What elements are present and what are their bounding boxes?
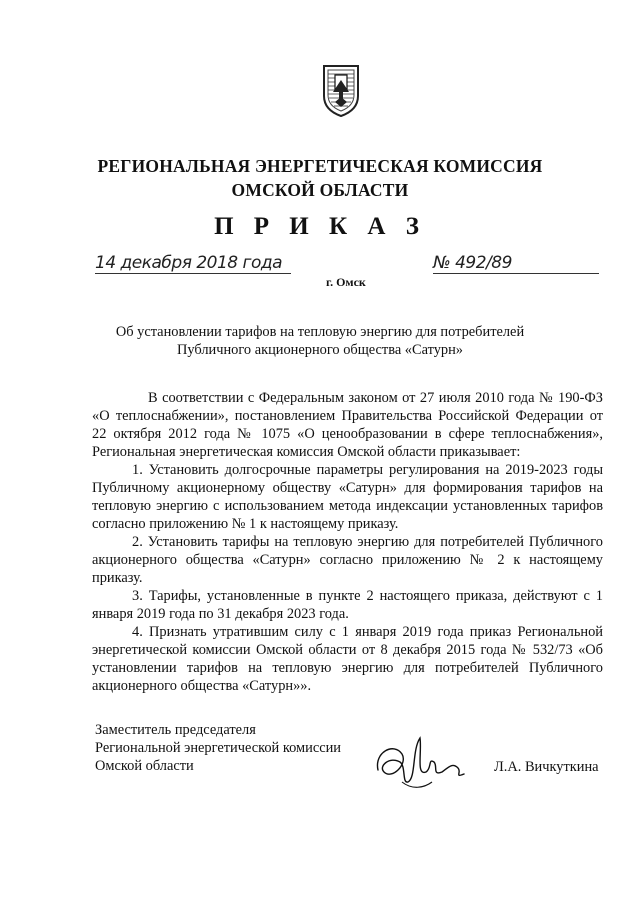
preamble-paragraph: В соответствии с Федеральным законом от 27 июля 2010 года № 190-ФЗ «О теплоснабжении», постановлением Правительства Российской Федерации от 22 октября 2012 года № 1075 «О ценообразовании в сфере теплоснабжения», Региональная энергетическая комиссия Омской области приказывает: [92,390,603,460]
handwritten-order-number: № 492/89 [433,253,599,274]
signatory-name: Л.А. Вичкуткина [494,759,599,775]
order-item-4: 4. Признать утратившим силу с 1 января 2019 года приказ Региональной энергетической комиссии Омской области от 8 декабря 2015 года № 532/73 «Об установлении тарифов на тепловую энергию для потребителей Публичного акционерного общества «Сатурн»». [92,624,603,694]
handwritten-date: 14 декабря 2018 года [95,253,291,274]
order-item-3: 3. Тарифы, установленные в пункте 2 настоящего приказа, действуют с 1 января 2019 года по 31 декабря 2023 года. [92,588,603,622]
city-label: г. Омск [326,275,366,289]
handwritten-signature [372,732,470,796]
subject-line1: Об установлении тарифов на тепловую энергию для потребителей [115,324,525,340]
order-item-2: 2. Установить тарифы на тепловую энергию для потребителей Публичного акционерного общества «Сатурн» согласно приложению № 2 к настоящему приказу. [92,534,603,586]
signatory-position [95,721,341,775]
order-item-1: 1. Установить долгосрочные параметры регулирования на 2019-2023 годы Публичному акционерному обществу «Сатурн» для формирования тарифов на тепловую энергию с использованием метода индексации установленных тарифов согласно приложению № 1 к настоящему приказу. [92,462,603,532]
organization-name-line2: ОМСКОЙ ОБЛАСТИ [231,180,409,200]
order-body [92,389,603,695]
signatory-position-line1: Заместитель председателя [95,722,256,738]
signatory-position-line3: Омской области [95,758,194,774]
signatory-position-line2: Региональной энергетической комиссии [95,740,341,756]
coat-of-arms-emblem [320,62,362,118]
organization-name-line1: РЕГИОНАЛЬНАЯ ЭНЕРГЕТИЧЕСКАЯ КОМИССИЯ [97,156,543,176]
subject-line2: Публичного акционерного общества «Сатурн» [176,342,463,358]
document-type-title: П Р И К А З [214,213,426,240]
